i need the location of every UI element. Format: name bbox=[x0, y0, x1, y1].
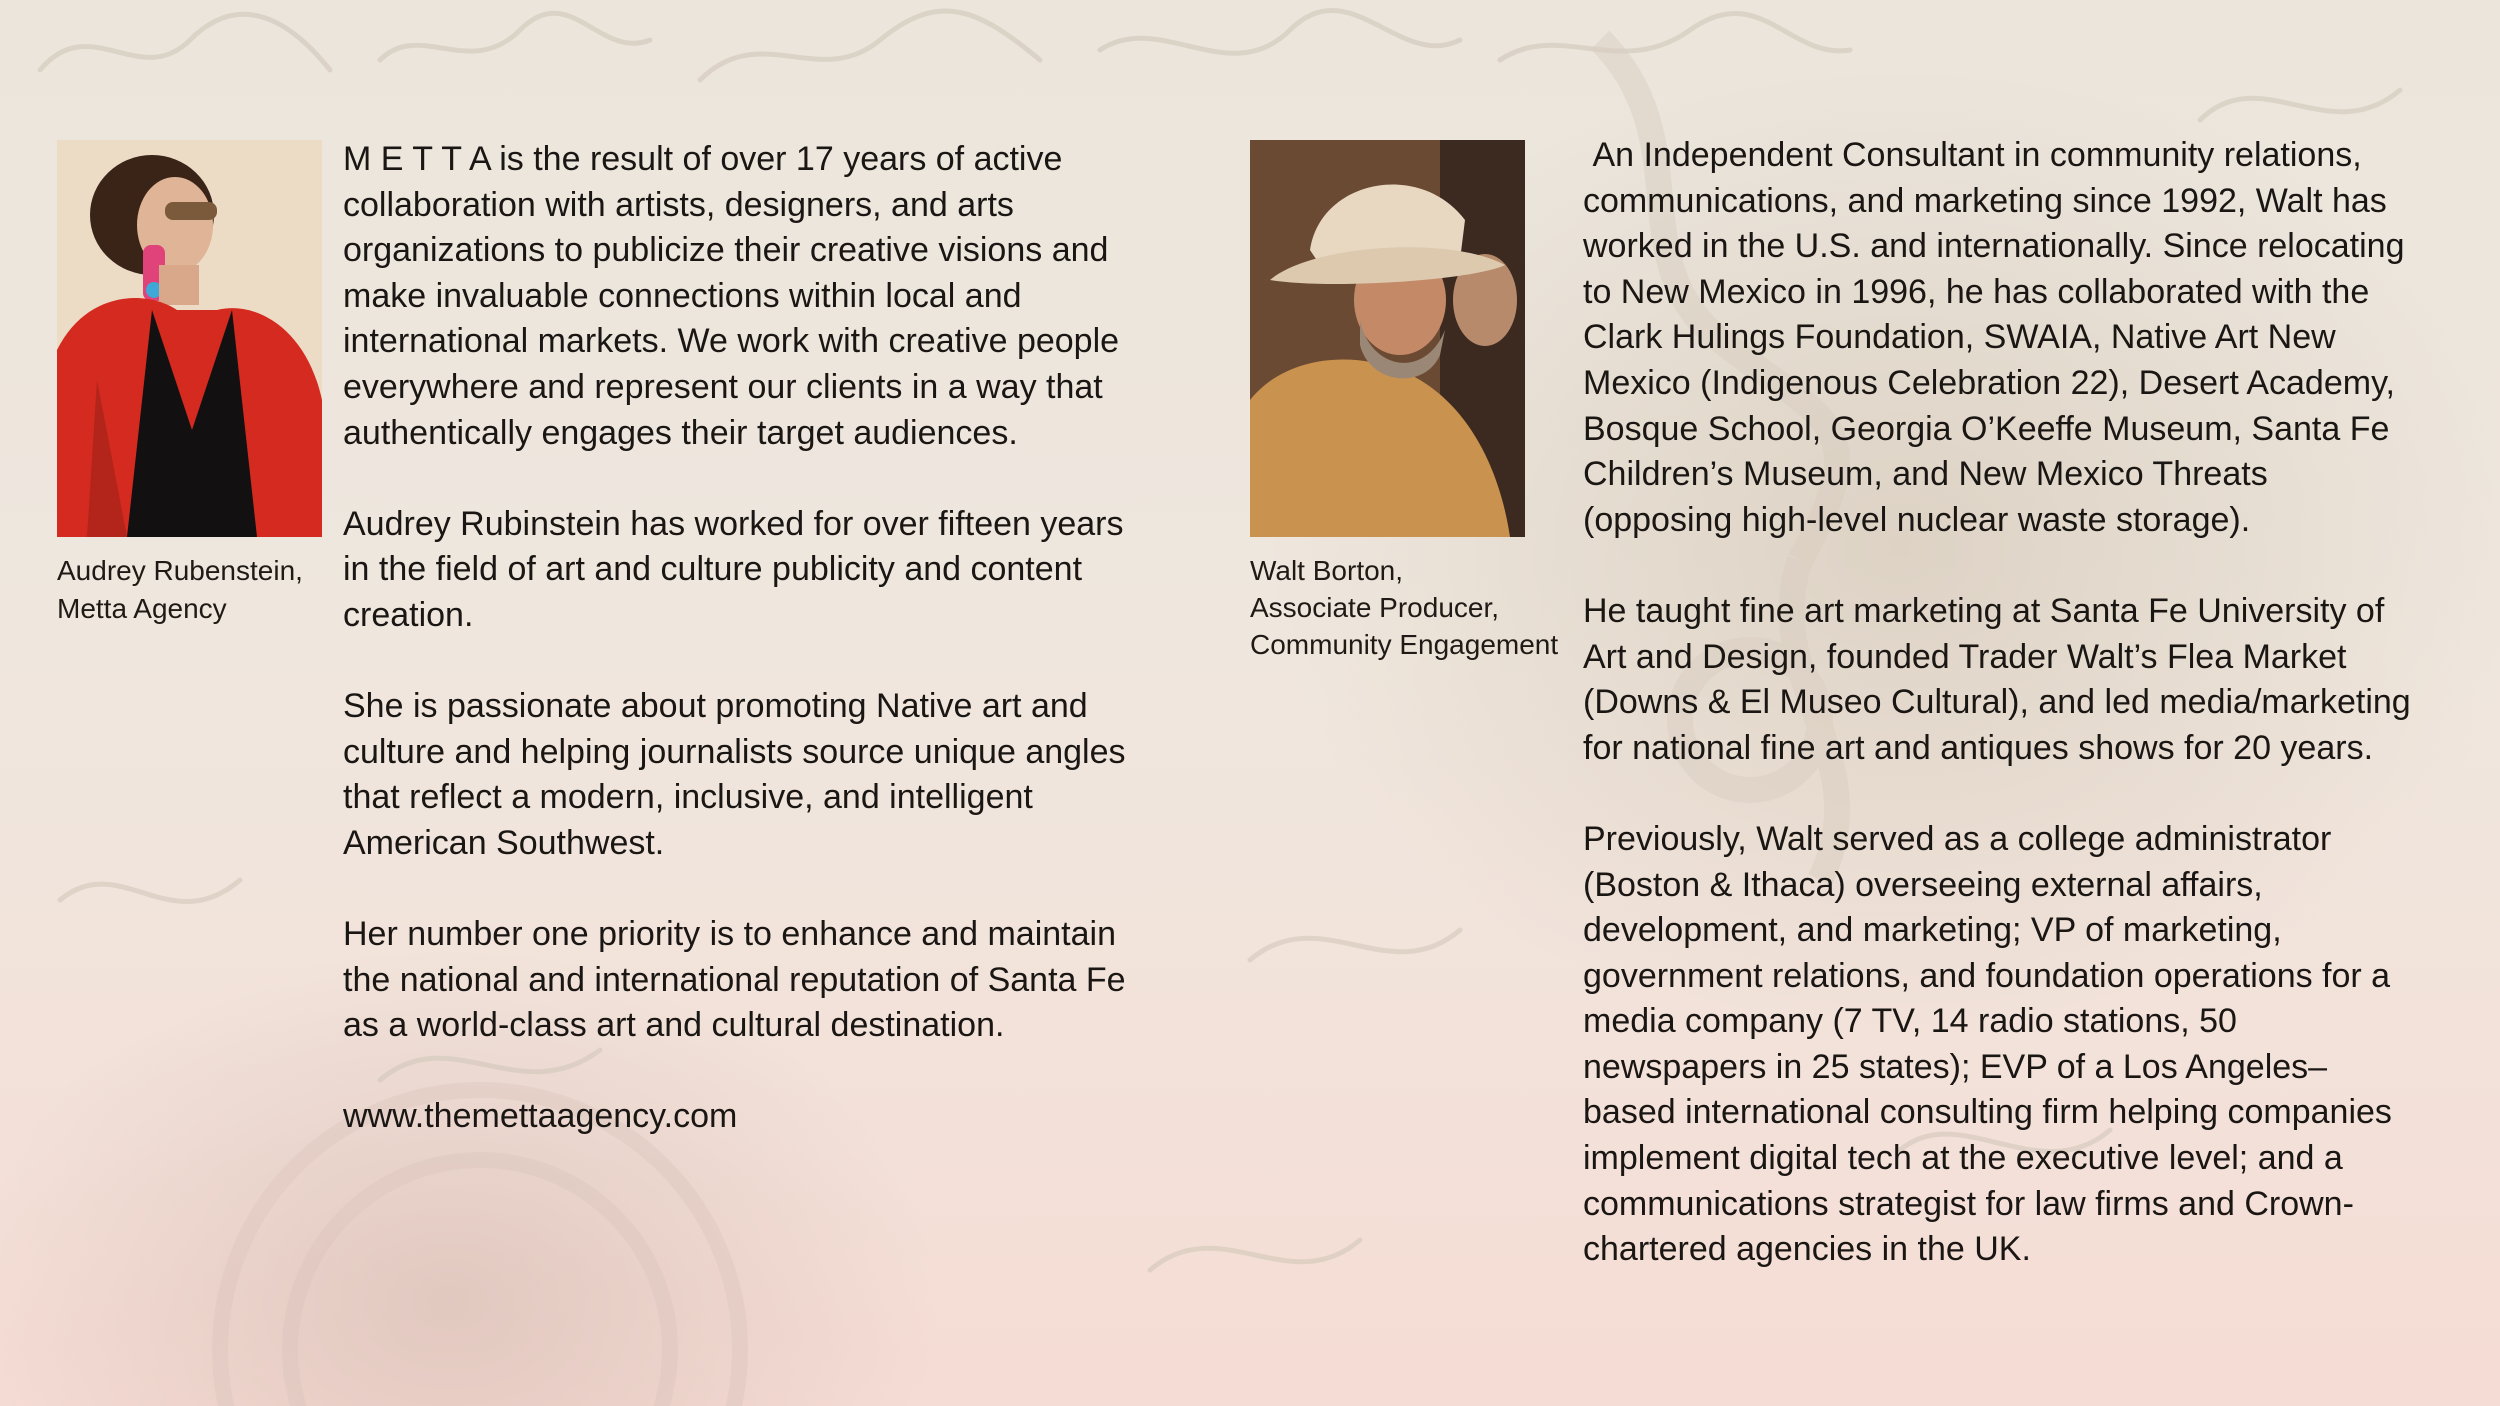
walt-caption-name: Walt Borton, bbox=[1250, 555, 1404, 586]
audrey-caption bbox=[57, 552, 303, 628]
walt-teaching-paragraph: He taught fine art marketing at Santa Fe University of Art and Design, founded Trader Walt’s Flea Market (Downs & El Museo Cultural), and led media/marketing for national fine art and antiques shows for 20 years. bbox=[1583, 591, 2411, 767]
walt-previous-paragraph: Previously, Walt served as a college administrator (Boston & Ithaca) overseeing external affairs, development, and marketing; VP of marketing, government relations, and foundation operations for a media company (7 TV, 14 radio stations, 50 newspapers in 25 states); EVP of a Los Angeles–based international consulting firm helping companies implement digital tech at the executive level; and a communications strategist for law firms and Crown-chartered agencies in the UK. bbox=[1583, 819, 2392, 1269]
audrey-caption-name: Audrey Rubenstein, bbox=[57, 555, 303, 586]
walt-consultant-paragraph: An Independent Consultant in community relations, communications, and marketing since 1992, Walt has worked in the U.S. and internationally. Since relocating to New Mexico in 1996, he has collaborated with the Clark Hulings Foundation, SWAIA, Native Art New Mexico (Indigenous Celebration 22), Desert Academy, Bosque School, Georgia O’Keeffe Museum, Santa Fe Children’s Museum, and New Mexico Threats (opposing high-level nuclear waste storage). bbox=[1583, 136, 2414, 539]
right-bio bbox=[1583, 133, 2418, 1273]
walt-caption-role: Community Engagement bbox=[1250, 629, 1559, 660]
left-bio bbox=[343, 137, 1133, 1140]
audrey-caption-org: Metta Agency bbox=[57, 593, 227, 624]
audrey-priority-paragraph: Her number one priority is to enhance and maintain the national and international reputation of Santa Fe as a world-class art and cultural destination. bbox=[343, 915, 1126, 1045]
walt-caption bbox=[1250, 552, 1558, 663]
metta-intro-paragraph: M E T T A is the result of over 17 years of active collaboration with artists, designers, and arts organizations to publicize their creative visions and make invaluable connections within local and international markets. We work with creative people everywhere and represent our clients in a way that authentically engages their target audiences. bbox=[343, 140, 1120, 452]
audrey-experience-paragraph: Audrey Rubinstein has worked for over fifteen years in the field of art and culture publicity and content creation. bbox=[343, 504, 1124, 634]
metta-website-link[interactable]: www.themettaagency.com bbox=[343, 1097, 738, 1136]
walt-caption-title: Associate Producer, bbox=[1250, 592, 1500, 623]
walt-borton-photo bbox=[1250, 140, 1525, 537]
audrey-passion-paragraph: She is passionate about promoting Native art and culture and helping journalists source unique angles that reflect a modern, inclusive, and intelligent American Southwest. bbox=[343, 687, 1126, 862]
audrey-rubinstein-photo bbox=[57, 140, 322, 537]
